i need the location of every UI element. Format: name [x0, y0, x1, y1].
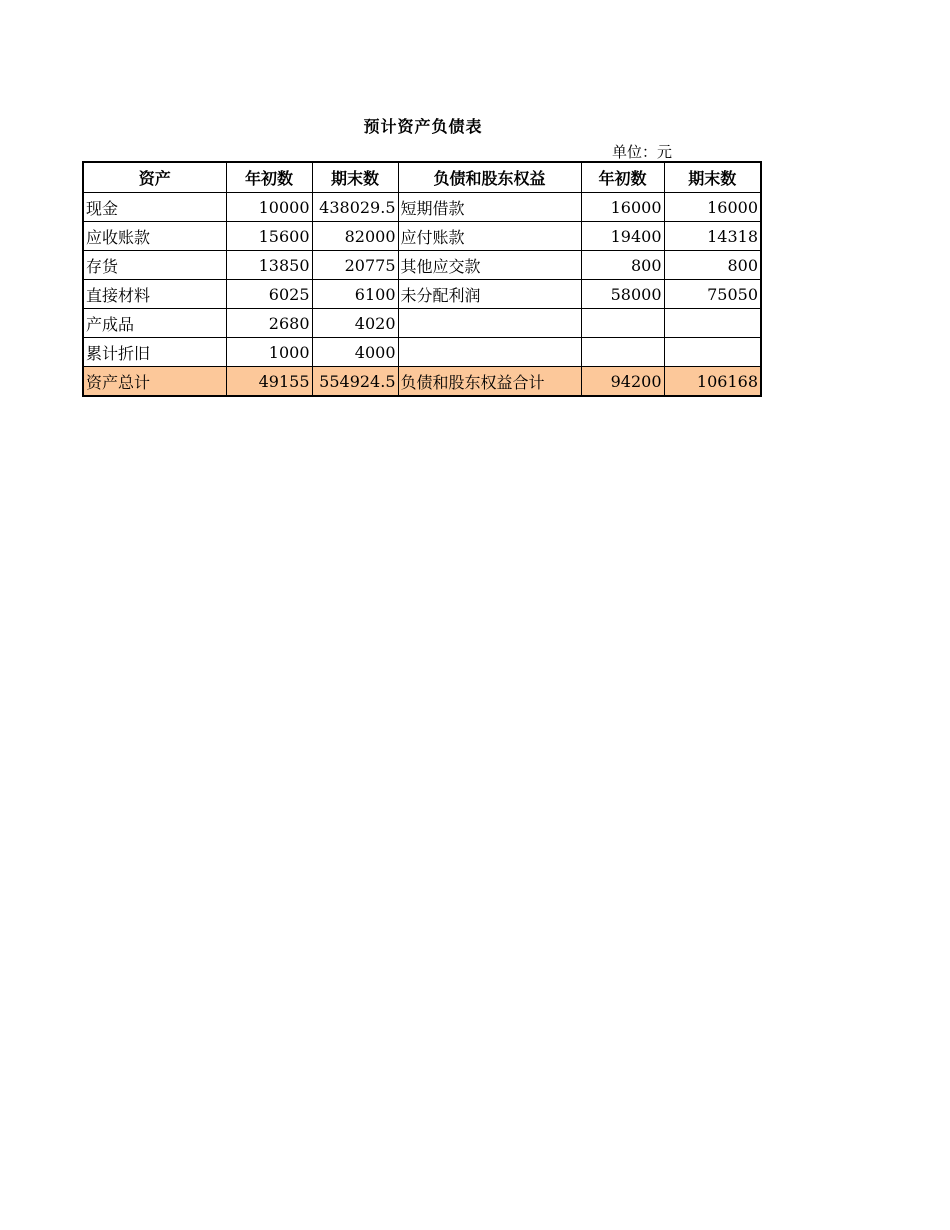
liability-name-cell[interactable]: 应付账款 [398, 222, 581, 251]
header-assets-opening[interactable]: 年初数 [226, 162, 312, 193]
header-assets[interactable]: 资产 [83, 162, 226, 193]
liability-closing-cell[interactable] [664, 338, 761, 367]
header-liabilities-closing[interactable]: 期末数 [664, 162, 761, 193]
asset-opening-cell[interactable]: 6025 [226, 280, 312, 309]
asset-name-cell[interactable]: 存货 [83, 251, 226, 280]
asset-opening-cell[interactable]: 13850 [226, 251, 312, 280]
asset-closing-cell[interactable]: 82000 [312, 222, 398, 251]
table-row [83, 309, 761, 338]
sheet-title: 预计资产负债表 [363, 117, 483, 136]
asset-name-cell[interactable]: 累计折旧 [83, 338, 226, 367]
liability-closing-cell[interactable]: 75050 [664, 280, 761, 309]
liability-name-cell[interactable] [398, 309, 581, 338]
liability-opening-cell[interactable]: 16000 [581, 193, 664, 222]
table-row [83, 193, 761, 222]
unit-label: 单位：元 [612, 143, 673, 161]
total-row [83, 367, 761, 397]
table-row [83, 251, 761, 280]
asset-name-cell[interactable]: 现金 [83, 193, 226, 222]
header-assets-closing[interactable]: 期末数 [312, 162, 398, 193]
asset-total-opening[interactable]: 49155 [226, 367, 312, 397]
asset-total-closing[interactable]: 554924.5 [312, 367, 398, 397]
liability-name-cell[interactable]: 其他应交款 [398, 251, 581, 280]
asset-opening-cell[interactable]: 1000 [226, 338, 312, 367]
table-row [83, 280, 761, 309]
asset-opening-cell[interactable]: 15600 [226, 222, 312, 251]
asset-closing-cell[interactable]: 6100 [312, 280, 398, 309]
asset-closing-cell[interactable]: 4000 [312, 338, 398, 367]
table-row [83, 222, 761, 251]
balance-sheet-table [82, 161, 762, 397]
liability-opening-cell[interactable]: 800 [581, 251, 664, 280]
asset-name-cell[interactable]: 产成品 [83, 309, 226, 338]
table-row [83, 338, 761, 367]
liability-closing-cell[interactable]: 16000 [664, 193, 761, 222]
liability-opening-cell[interactable] [581, 338, 664, 367]
liability-closing-cell[interactable]: 14318 [664, 222, 761, 251]
liability-name-cell[interactable] [398, 338, 581, 367]
liability-total-closing[interactable]: 106168 [664, 367, 761, 397]
asset-opening-cell[interactable]: 2680 [226, 309, 312, 338]
liability-opening-cell[interactable]: 19400 [581, 222, 664, 251]
asset-closing-cell[interactable]: 438029.5 [312, 193, 398, 222]
header-liabilities[interactable]: 负债和股东权益 [398, 162, 581, 193]
liability-closing-cell[interactable]: 800 [664, 251, 761, 280]
asset-closing-cell[interactable]: 20775 [312, 251, 398, 280]
header-liabilities-opening[interactable]: 年初数 [581, 162, 664, 193]
liability-opening-cell[interactable]: 58000 [581, 280, 664, 309]
asset-closing-cell[interactable]: 4020 [312, 309, 398, 338]
asset-name-cell[interactable]: 应收账款 [83, 222, 226, 251]
asset-total-label[interactable]: 资产总计 [83, 367, 226, 397]
liability-name-cell[interactable]: 未分配利润 [398, 280, 581, 309]
liability-total-opening[interactable]: 94200 [581, 367, 664, 397]
liability-closing-cell[interactable] [664, 309, 761, 338]
header-row [83, 162, 761, 193]
liability-name-cell[interactable]: 短期借款 [398, 193, 581, 222]
liability-opening-cell[interactable] [581, 309, 664, 338]
asset-name-cell[interactable]: 直接材料 [83, 280, 226, 309]
asset-opening-cell[interactable]: 10000 [226, 193, 312, 222]
liability-total-label[interactable]: 负债和股东权益合计 [398, 367, 581, 397]
